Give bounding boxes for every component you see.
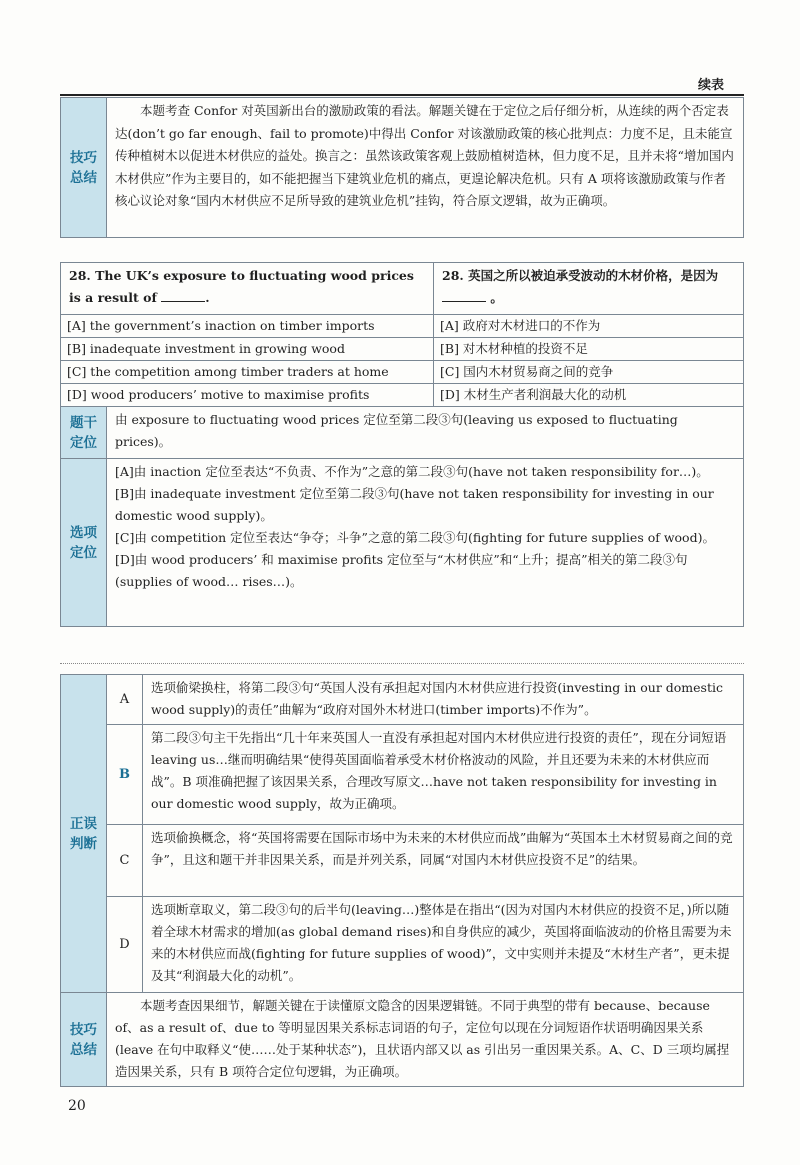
- analysis-option-a: A: [107, 675, 143, 725]
- page-number: 20: [68, 1098, 86, 1114]
- analysis-text-c: 选项偷换概念，将“英国将需要在国际市场中为未来的木材供应而战”曲解为“英国本土木材贸易商之间的竞争”，且这和题干并非因果关系，而是并列关系，同属“对国内木材供应投资不足”的结果。: [143, 825, 744, 897]
- tip-summary-text-2: 本题考查因果细节，解题关键在于读懂原文隐含的因果逻辑链。不同于典型的带有 because、because of、as a result of、due to 等明显因果关系标志词语的句子，定位句以现在分词短语作状语明确因果关系(leave 在句中取释义“使……处于某种状态”)，且状语内部又以 as 引出另一重因果关系。A、C、D 三项均属捏造因果关系，只有 B 项符合定位句逻辑，为正确项。: [107, 993, 744, 1087]
- analysis-label: 正误 判断: [61, 675, 107, 993]
- analysis-table: [60, 674, 744, 1087]
- stem-locate-label: 题干 定位: [61, 407, 107, 459]
- analysis-text-a: 选项偷梁换柱，将第二段③句“英国人没有承担起对国内木材供应进行投资(investing in our domestic wood supply)的责任”曲解为“政府对国外木材进口(timber imports)不作为”。: [143, 675, 744, 725]
- option-a-zh: [A] 政府对木材进口的不作为: [434, 315, 744, 338]
- question-zh: 28. 英国之所以被迫承受波动的木材价格，是因为 。: [434, 263, 744, 315]
- option-d-en: [D] wood producers’ motive to maximise profits: [61, 384, 434, 407]
- tip-summary-text: 本题考查 Confor 对英国新出台的激励政策的看法。解题关键在于定位之后仔细分析，从连续的两个否定表达(don’t go far enough、fail to promote)中得出 Confor 对该激励政策的核心批判点：力度不足，且未能宣传种植树木以促进木材供应的益处。换言之：虽然该政策客观上鼓励植树造林，但力度不足，且并未将“增加国内木材供应”作为主要目的，如不能把握当下建筑业危机的痛点，更遑论解决危机。只有 A 项将该激励政策与作者核心议论对象“国内木材供应不足所导致的建筑业危机”挂钩，符合原文逻辑，故为正确项。: [107, 98, 744, 238]
- top-rule: [60, 94, 744, 96]
- option-d-zh: [D] 木材生产者利润最大化的动机: [434, 384, 744, 407]
- question-28-table: [60, 262, 744, 627]
- analysis-text-d: 选项断章取义，第二段③句的后半句(leaving…)整体是在指出“(因为对国内木材供应的投资不足，)所以随着全球木材需求的增加(as global demand rises)和自身供应的减少，英国将面临波动的价格且需要为未来的木材供应而战(fighting for future supplies of wood)”，文中实则并未提及“木材生产者”，更未提及其“利润最大化的动机”。: [143, 897, 744, 993]
- tip-summary-table-1: [60, 97, 744, 238]
- option-locate-text: [A]由 inaction 定位至表达“不负责、不作为”之意的第二段③句(have not taken responsibility for…)。 [B]由 inadequate investment 定位至第二段③句(have not taken responsibility for investing in our domestic wood supply)。 [C]由 competition 定位至表达“争夺；斗争”之意的第二段③句(fighting for future supplies of wood)。 [D]由 wood producers’ 和 maximise profits 定位至与“木材供应”和“上升；提高”相关的第二段③句(supplies of wood… rises…)。: [107, 459, 744, 627]
- dotted-divider: [60, 663, 744, 664]
- analysis-option-d: D: [107, 897, 143, 993]
- continued-label: 续表: [697, 78, 724, 93]
- stem-locate-text: 由 exposure to fluctuating wood prices 定位至第二段③句(leaving us exposed to fluctuating prices)。: [107, 407, 744, 459]
- option-b-zh: [B] 对木材种植的投资不足: [434, 338, 744, 361]
- option-c-en: [C] the competition among timber traders at home: [61, 361, 434, 384]
- question-en: 28. The UK’s exposure to fluctuating wood prices is a result of .: [61, 263, 434, 315]
- option-b-en: [B] inadequate investment in growing wood: [61, 338, 434, 361]
- answer-blank: [161, 289, 205, 302]
- tip-summary-label: 技巧 总结: [61, 98, 107, 238]
- answer-blank: [442, 289, 486, 302]
- analysis-text-b: 第二段③句主干先指出“几十年来英国人一直没有承担起对国内木材供应进行投资的责任”，现在分词短语 leaving us…继而明确结果“使得英国面临着承受木材价格波动的风险，并且还要为未来的木材供应而战”。B 项准确把握了该因果关系，合理改写原文…have not taken responsibility for investing in our domestic wood supply，故为正确项。: [143, 725, 744, 825]
- tip-summary-label-2: 技巧 总结: [61, 993, 107, 1087]
- analysis-option-b: B: [107, 725, 143, 825]
- analysis-option-c: C: [107, 825, 143, 897]
- option-c-zh: [C] 国内木材贸易商之间的竞争: [434, 361, 744, 384]
- option-locate-label: 选项 定位: [61, 459, 107, 627]
- option-a-en: [A] the government’s inaction on timber imports: [61, 315, 434, 338]
